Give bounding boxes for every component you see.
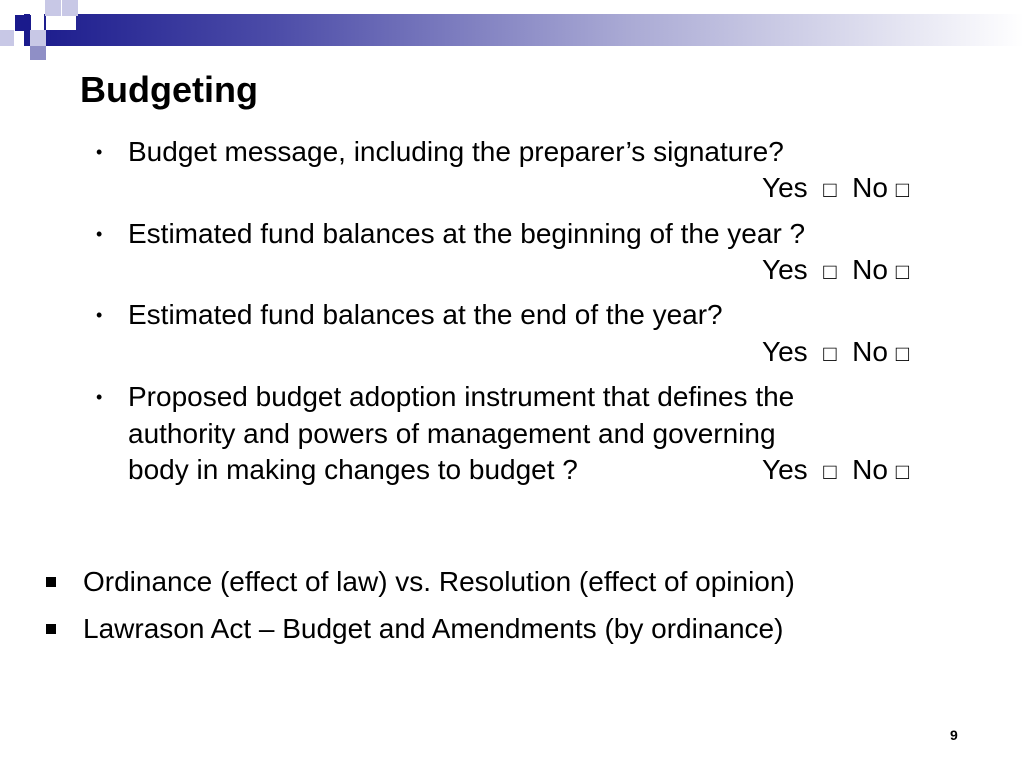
yes-label: Yes: [762, 336, 808, 367]
no-checkbox[interactable]: □: [895, 459, 909, 484]
header-square-light: [0, 30, 14, 46]
yes-checkbox[interactable]: □: [823, 459, 837, 484]
header-square-light: [45, 0, 61, 16]
bullet-dot: •: [96, 387, 103, 407]
header-square-light: [62, 0, 78, 16]
question-text-line: authority and powers of management and governing: [128, 418, 776, 449]
main-point-text: Ordinance (effect of law) vs. Resolution (effect of opinion): [83, 566, 795, 597]
no-checkbox[interactable]: □: [895, 177, 909, 202]
yes-label: Yes: [762, 254, 808, 285]
main-point-text: Lawrason Act – Budget and Amendments (by ordinance): [83, 613, 784, 644]
no-label: No: [852, 254, 888, 285]
square-bullet-icon: [46, 577, 56, 587]
header-square-light: [30, 30, 46, 46]
yes-checkbox[interactable]: □: [823, 341, 837, 366]
question-text-line: body in making changes to budget ?: [128, 454, 578, 485]
no-label: No: [852, 172, 888, 203]
header-square-cutout: [46, 14, 76, 30]
header-square-dark: [15, 15, 31, 31]
yes-no-options: [762, 452, 909, 490]
bullet-dot: •: [96, 305, 103, 325]
question-text: Budget message, including the preparer’s signature?: [128, 136, 784, 167]
bullet-dot: •: [96, 224, 103, 244]
yes-no-options: [762, 252, 909, 290]
no-checkbox[interactable]: □: [895, 341, 909, 366]
bullet-dot: •: [96, 142, 103, 162]
yes-label: Yes: [762, 454, 808, 485]
question-text: Estimated fund balances at the end of the year?: [128, 299, 723, 330]
header-gradient-bar: [24, 14, 1024, 46]
no-checkbox[interactable]: □: [895, 259, 909, 284]
no-label: No: [852, 454, 888, 485]
page-number: 9: [950, 727, 958, 743]
yes-checkbox[interactable]: □: [823, 177, 837, 202]
question-text-line: Proposed budget adoption instrument that defines the: [128, 381, 795, 412]
yes-no-options: [762, 170, 909, 208]
yes-no-options: [762, 334, 909, 372]
yes-label: Yes: [762, 172, 808, 203]
question-text: Estimated fund balances at the beginning of the year ?: [128, 218, 806, 249]
yes-checkbox[interactable]: □: [823, 259, 837, 284]
no-label: No: [852, 336, 888, 367]
header-square-medium: [30, 46, 46, 60]
square-bullet-icon: [46, 624, 56, 634]
slide-title: Budgeting: [80, 69, 258, 110]
header-square-cutout: [30, 14, 44, 30]
